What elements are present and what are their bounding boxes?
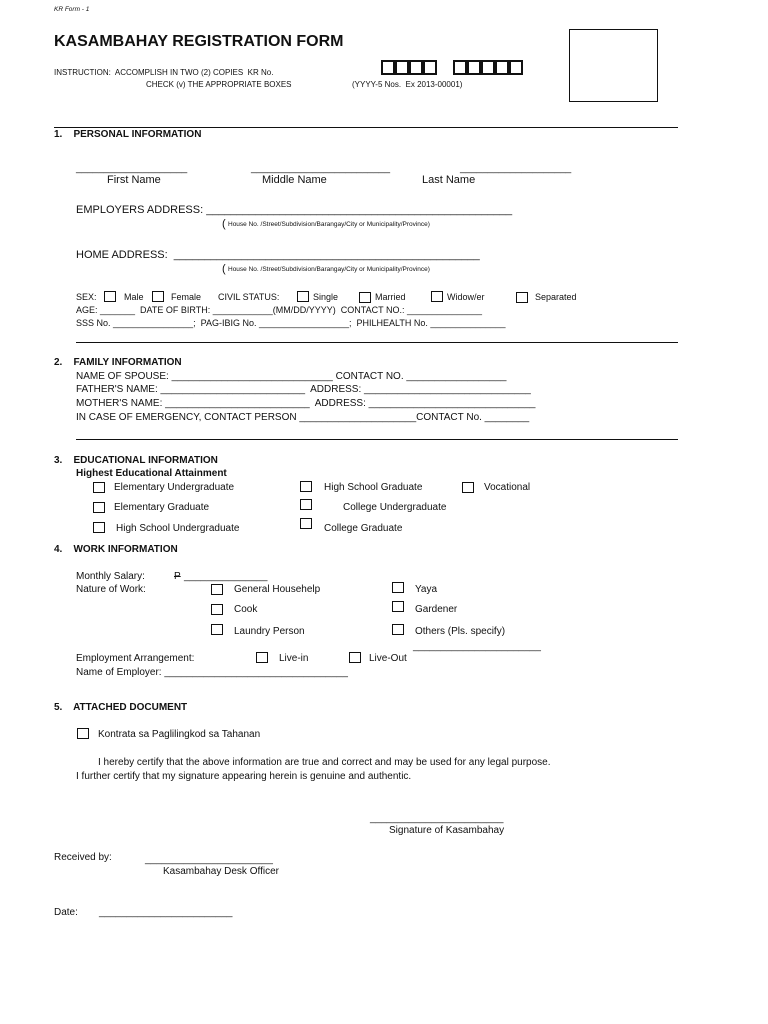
married-checkbox[interactable] xyxy=(359,292,371,303)
married-label: Married xyxy=(375,292,406,302)
male-label: Male xyxy=(124,292,144,302)
live-in-checkbox[interactable] xyxy=(256,652,268,663)
signature-field[interactable]: ________________________ xyxy=(370,813,504,824)
monthly-salary-label: Monthly Salary: xyxy=(76,571,151,582)
monthly-salary-field[interactable]: _______________ xyxy=(184,571,268,582)
cook-checkbox[interactable] xyxy=(211,604,223,615)
sex-label: SEX: xyxy=(76,292,97,302)
age-dob-contact-line[interactable]: AGE: _______ DATE OF BIRTH: ____________(MM/DD/YYYY) CONTACT NO.: _______________ xyxy=(76,305,483,315)
option-label: High School Graduate xyxy=(324,482,423,493)
male-checkbox[interactable] xyxy=(104,291,116,302)
divider xyxy=(76,439,678,440)
last-name-label: Last Name xyxy=(422,174,476,186)
kr-digit-box[interactable] xyxy=(395,60,409,75)
kr-digit-box[interactable] xyxy=(481,60,495,75)
nature-of-work-label: Nature of Work: xyxy=(76,584,146,595)
section-2-heading: 2. FAMILY INFORMATION xyxy=(54,357,182,368)
emergency-line[interactable]: IN CASE OF EMERGENCY, CONTACT PERSON _____________________CONTACT No. ________ xyxy=(76,412,530,423)
kr-digit-box[interactable] xyxy=(409,60,423,75)
college-graduate-checkbox[interactable] xyxy=(300,518,312,529)
section-3-heading: 3. EDUCATIONAL INFORMATION xyxy=(54,455,218,466)
last-name-field[interactable]: ____________________ xyxy=(460,163,572,174)
option-label: Laundry Person xyxy=(234,626,305,637)
certification-line-1: I hereby certify that the above information are true and correct and may be used for any legal purpose. xyxy=(98,757,551,768)
kr-digit-box[interactable] xyxy=(453,60,467,75)
option-label: Vocational xyxy=(484,482,531,493)
widow-checkbox[interactable] xyxy=(431,291,443,302)
received-by-field[interactable]: _______________________ xyxy=(145,854,273,865)
option-label: College Graduate xyxy=(324,523,403,534)
civil-status-label: CIVIL STATUS: xyxy=(218,292,280,302)
kr-digit-box[interactable] xyxy=(423,60,437,75)
option-label: General Househelp xyxy=(234,584,321,595)
kr-digit-box[interactable] xyxy=(381,60,395,75)
contract-checkbox[interactable] xyxy=(77,728,89,739)
separated-checkbox[interactable] xyxy=(516,292,528,303)
photo-box xyxy=(569,29,658,102)
paren: ( xyxy=(222,263,226,275)
signature-label: Signature of Kasambahay xyxy=(389,825,505,836)
separated-label: Separated xyxy=(535,292,577,302)
live-out-checkbox[interactable] xyxy=(349,652,361,663)
mother-line[interactable]: MOTHER'S NAME: __________________________ ADDRESS: ______________________________ xyxy=(76,398,536,409)
education-subheading: Highest Educational Attainment xyxy=(76,468,227,479)
form-title: KASAMBAHAY REGISTRATION FORM xyxy=(54,33,344,50)
kr-format-note: (YYYY-5 Nos. Ex 2013-00001) xyxy=(352,80,463,89)
date-field[interactable]: ________________________ xyxy=(99,907,233,918)
option-label: Yaya xyxy=(415,584,438,595)
live-out-label: Live-Out xyxy=(369,653,407,664)
option-label: Elementary Undergraduate xyxy=(114,482,235,493)
option-label: Gardener xyxy=(415,604,458,615)
laundry-person-checkbox[interactable] xyxy=(211,624,223,635)
received-by-label: Received by: xyxy=(54,852,112,863)
paren: ( xyxy=(222,218,226,230)
instruction-line-2: CHECK (v) THE APPROPRIATE BOXES xyxy=(146,80,292,89)
section-5-heading: 5. ATTACHED DOCUMENT xyxy=(54,702,188,713)
form-code: KR Form - 1 xyxy=(54,6,90,13)
contract-label: Kontrata sa Paglilingkod sa Tahanan xyxy=(98,729,261,740)
elementary-undergraduate-checkbox[interactable] xyxy=(93,482,105,493)
father-line[interactable]: FATHER'S NAME: __________________________ ADDRESS: ______________________________ xyxy=(76,384,531,395)
option-label: High School Undergraduate xyxy=(116,523,240,534)
employers-address-field[interactable]: EMPLOYERS ADDRESS: __________________________________________________ xyxy=(76,204,513,216)
high-school-undergraduate-checkbox[interactable] xyxy=(93,522,105,533)
live-in-label: Live-in xyxy=(279,653,309,664)
address-hint: House No. /Street/Subdivision/Barangay/City or Municipality/Province) xyxy=(228,221,430,228)
female-label: Female xyxy=(171,292,202,302)
others-checkbox[interactable] xyxy=(392,624,404,635)
government-ids-line[interactable]: SSS No. ________________; PAG-IBIG No. __________________; PHILHEALTH No. _______________ xyxy=(76,318,506,328)
desk-officer-label: Kasambahay Desk Officer xyxy=(163,866,279,877)
vocational-checkbox[interactable] xyxy=(462,482,474,493)
single-checkbox[interactable] xyxy=(297,291,309,302)
first-name-field[interactable]: ____________________ xyxy=(76,163,188,174)
peso-sign: P xyxy=(174,571,181,582)
option-label: Elementary Graduate xyxy=(114,502,210,513)
certification-line-2: I further certify that my signature appearing herein is genuine and authentic. xyxy=(76,771,412,782)
yaya-checkbox[interactable] xyxy=(392,582,404,593)
kr-digit-box[interactable] xyxy=(495,60,509,75)
home-address-field[interactable]: HOME ADDRESS: __________________________________________________ xyxy=(76,249,480,261)
high-school-graduate-checkbox[interactable] xyxy=(300,481,312,492)
middle-name-label: Middle Name xyxy=(262,174,327,186)
elementary-graduate-checkbox[interactable] xyxy=(93,502,105,513)
employer-name-field[interactable]: Name of Employer: _________________________________ xyxy=(76,667,348,678)
divider xyxy=(54,127,678,128)
others-specify-field[interactable]: _______________________ xyxy=(413,641,541,652)
middle-name-field[interactable]: _________________________ xyxy=(251,163,391,174)
option-label: Others (Pls. specify) xyxy=(415,626,506,637)
instruction-line-1: INSTRUCTION: ACCOMPLISH IN TWO (2) COPIES KR No. xyxy=(54,68,274,77)
widow-label: Widow/er xyxy=(447,292,485,302)
spouse-line[interactable]: NAME OF SPOUSE: _____________________________ CONTACT NO. __________________ xyxy=(76,371,507,382)
date-label: Date: xyxy=(54,907,78,918)
section-1-heading: 1. PERSONAL INFORMATION xyxy=(54,129,202,140)
kr-digit-box[interactable] xyxy=(467,60,481,75)
option-label: College Undergraduate xyxy=(343,502,447,513)
kr-digit-box[interactable] xyxy=(509,60,523,75)
section-4-heading: 4. WORK INFORMATION xyxy=(54,544,178,555)
first-name-label: First Name xyxy=(107,174,161,186)
college-undergraduate-checkbox[interactable] xyxy=(300,499,312,510)
divider xyxy=(76,342,678,343)
female-checkbox[interactable] xyxy=(152,291,164,302)
option-label: Cook xyxy=(234,604,258,615)
single-label: Single xyxy=(313,292,339,302)
gardener-checkbox[interactable] xyxy=(392,601,404,612)
general-househelp-checkbox[interactable] xyxy=(211,584,223,595)
employment-arrangement-label: Employment Arrangement: xyxy=(76,653,195,664)
address-hint: House No. /Street/Subdivision/Barangay/City or Municipality/Province) xyxy=(228,266,430,273)
